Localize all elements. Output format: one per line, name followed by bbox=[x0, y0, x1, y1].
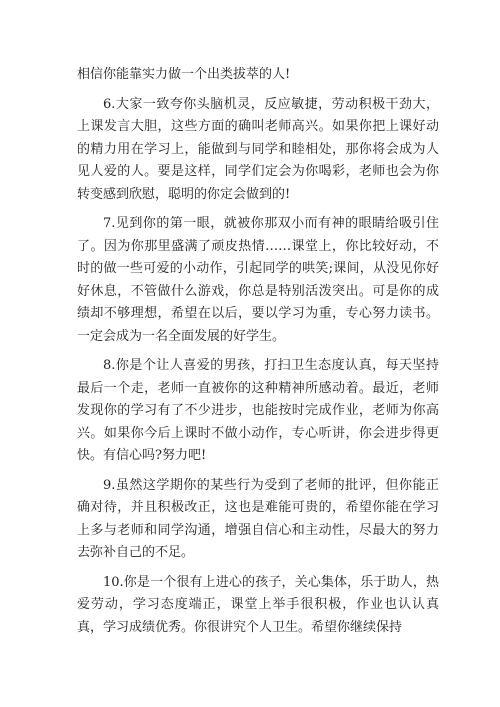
paragraph-comment-9: 9.虽然这学期你的某些行为受到了老师的批评，但你能正确对待，并且积极改正，这也是难能可贵的，希望你能在学习上多与老师和同学沟通，增强自信心和主动性，尽最大的努力去弥补自己的不足。 bbox=[77, 477, 439, 560]
paragraph-intro-line: 相信你能靠实力做一个出类拔萃的人! bbox=[77, 67, 291, 82]
paragraph-comment-8: 8.你是个让人喜爱的男孩，打扫卫生态度认真，每天坚持最后一个走，老师一直被你的这种精神所感动着。最近，老师发现你的学习有了不少进步，也能按时完成作业，老师为你高兴。如果你今后上课时不做小动作，专心听讲，你会进步得更快。有信心吗?努力吧! bbox=[77, 358, 439, 463]
paragraph-comment-7: 7.见到你的第一眼，就被你那双小而有神的眼睛给吸引住了。因为你那里盛满了顽皮热情……课堂上，你比较好动，不时的做一些可爱的小动作，引起同学的哄笑;课间，从没见你好好休息，不管做什么游戏，你总是特别活泼突出。可是你的成绩却不够理想，希望在以后，要以学习为重，专心努力读书。一定会成为一名全面发展的好学生。 bbox=[77, 216, 439, 344]
paragraph-comment-6: 6.大家一致夸你头脑机灵，反应敏捷，劳动积极干劲大，上课发言大胆，这些方面的确叫老师高兴。如果你把上课好动的精力用在学习上，能做到与同学和睦相处，那你将会成为人见人爱的人。要是这样，同学们定会为你喝彩，老师也会为你转变感到欣慰，聪明的你定会做到的! bbox=[77, 96, 439, 202]
paragraph-comment-10: 10.你是一个很有上进心的孩子，关心集体，乐于助人，热爱劳动，学习态度端正，课堂上举手很积极，作业也认认真真，学习成绩优秀。你很讲究个人卫生。希望你继续保持 bbox=[77, 574, 439, 635]
document-page bbox=[77, 64, 439, 646]
